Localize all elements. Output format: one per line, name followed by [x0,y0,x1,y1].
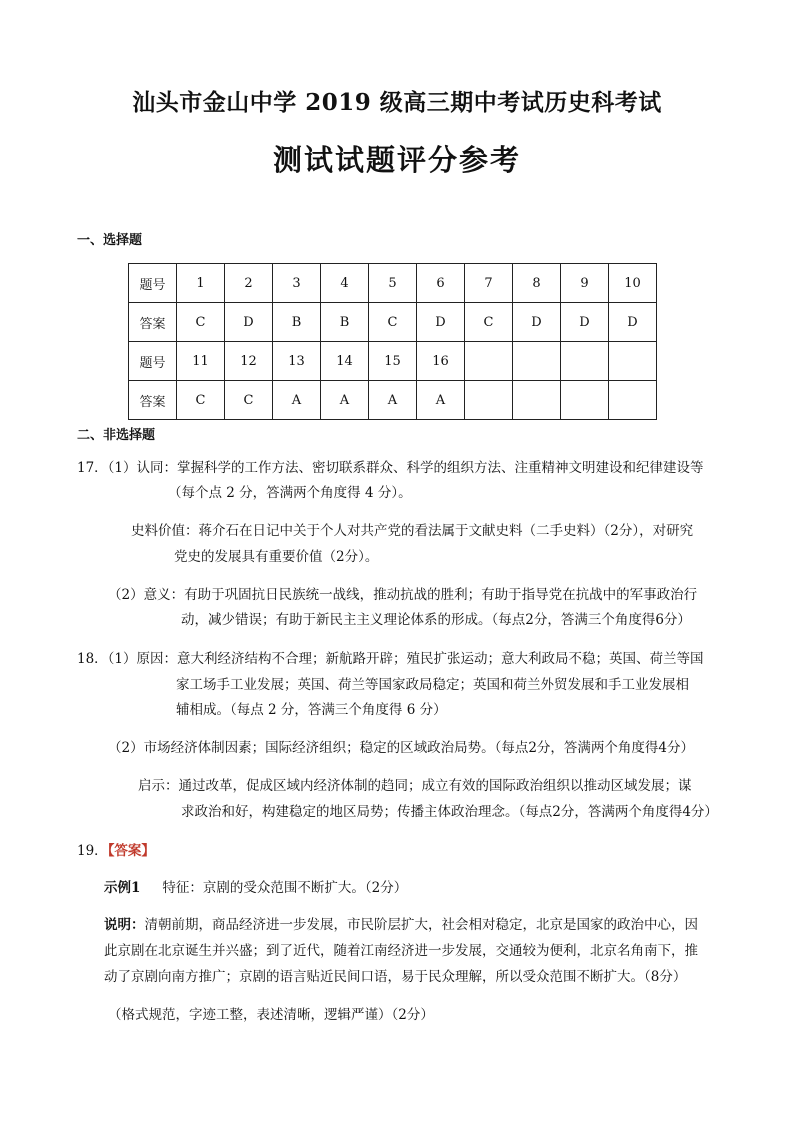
answer-table-row-label: 答案 [129,381,177,420]
q18-part1-line1: 18．（1）原因：意大利经济结构不合理；新航路开辟；殖民扩张运动；意大利政局不稳；英国、荷兰等国 [77,651,704,667]
q19-explain-line1: 说明：清朝前期，商品经济进一步发展，市民阶层扩大，社会相对稳定，北京是国家的政治中心，因 [104,917,698,933]
q18-part1-line2: 家工场手工业发展；英国、荷兰等国家政局稳定；英国和荷兰外贸发展和手工业发展相 [176,677,689,693]
answer-table-cell [561,342,609,381]
answer-table-cell: D [609,303,657,342]
answer-table-cell [609,381,657,420]
q19-number: 19． [77,843,108,859]
answer-table-cell: 9 [561,264,609,303]
q19-example [104,879,407,897]
q17-part2-line1: （2）意义：有助于巩固抗日民族统一战线，推动抗战的胜利；有助于指导党在抗战中的军事政治行 [108,587,698,603]
answer-table-row [129,264,657,303]
answer-table-cell: 3 [273,264,321,303]
answer-table-cell: 11 [177,342,225,381]
answer-table-cell: 4 [321,264,369,303]
answer-table-cell [609,342,657,381]
q17-value-line2: 党史的发展具有重要价值（2分）。 [174,549,379,565]
q19-header [77,842,155,860]
answer-table-cell [561,381,609,420]
q18-insight-line1: 启示：通过改革，促成区域内经济体制的趋同；成立有效的国际政治组织以推动区域发展；谋 [138,778,692,794]
answer-table-cell: 7 [465,264,513,303]
q19-answer-tag: 【答案】 [107,843,155,859]
answer-table-cell: D [513,303,561,342]
answer-table-row-label: 答案 [129,303,177,342]
q17-part1-line1: 17．（1）认同：掌握科学的工作方法、密切联系群众、科学的组织方法、注重精神文明建设和纪律建设等 [77,460,704,476]
answer-table-cell: C [369,303,417,342]
q17-part2-line2: 动，减少错误；有助于新民主主义理论体系的形成。（每点2分，答满三个角度得6分） [181,612,691,628]
answer-table-cell: C [177,303,225,342]
answer-table-cell: D [225,303,273,342]
answer-table-cell: 14 [321,342,369,381]
answer-table-row-label: 题号 [129,264,177,303]
answer-table-cell [513,381,561,420]
answer-table-cell: 10 [609,264,657,303]
answer-table-cell: 12 [225,342,273,381]
q17-value-line1: 史料价值：蒋介石在日记中关于个人对共产党的看法属于文献史料（二手史料）（2分），对研究 [131,523,694,539]
q17-part1-line2: （每个点 2 分，答满两个角度得 4 分）。 [168,485,412,501]
q18-part2-line1: （2）市场经济体制因素；国际经济组织；稳定的区域政治局势。（每点2分，答满两个角度得4分） [108,740,695,756]
q19-format-note: （格式规范，字迹工整，表述清晰，逻辑严谨）（2分） [108,1007,434,1023]
answer-table-cell: 6 [417,264,465,303]
answer-table-cell: 2 [225,264,273,303]
document-title: 汕头市金山中学 2019 级高三期中考试历史科考试 [132,89,662,116]
answer-table-cell: D [561,303,609,342]
q19-example-label: 示例1 [104,880,141,896]
q19-explain-line3: 动了京剧向南方推广；京剧的语言贴近民间口语，易于民众理解，所以受众范围不断扩大。（8分） [104,969,687,985]
answer-table-cell: 5 [369,264,417,303]
answer-table-cell: C [225,381,273,420]
answer-table-cell: 1 [177,264,225,303]
answer-table-cell: B [273,303,321,342]
answer-table-cell: A [321,381,369,420]
answer-table-cell [465,342,513,381]
q19-explain-label: 说明： [104,917,145,933]
answer-table-cell: D [417,303,465,342]
document-subtitle: 测试试题评分参考 [272,143,521,177]
answer-table-cell: A [369,381,417,420]
q19-explain-line2: 此京剧在北京诞生并兴盛；到了近代，随着江南经济进一步发展，交通较为便利，北京名角南下，推 [104,943,698,959]
q18-part1-line3: 辅相成。（每点 2 分，答满三个角度得 6 分） [176,702,447,718]
answer-table-cell [513,342,561,381]
answer-table-cell: 15 [369,342,417,381]
answer-table-cell: 13 [273,342,321,381]
answer-table-cell [465,381,513,420]
q19-example-text: 特征：京剧的受众范围不断扩大。（2分） [162,880,408,896]
section-non-choice-title: 二、非选择题 [77,428,156,443]
section-multiple-choice-title: 一、选择题 [77,233,143,248]
answer-table-cell: A [417,381,465,420]
q18-insight-line2: 求政治和好，构建稳定的地区局势；传播主体政治理念。（每点2分，答满两个角度得4分） [181,804,718,820]
answer-table-cell: 8 [513,264,561,303]
answer-table-row [129,342,657,381]
answer-table-cell: C [177,381,225,420]
answer-table-row [129,303,657,342]
answer-table-row-label: 题号 [129,342,177,381]
answer-table-cell: A [273,381,321,420]
answer-table-cell: B [321,303,369,342]
answer-table-cell: 16 [417,342,465,381]
multiple-choice-answer-table [128,263,657,420]
answer-table-row [129,381,657,420]
answer-table-cell: C [465,303,513,342]
